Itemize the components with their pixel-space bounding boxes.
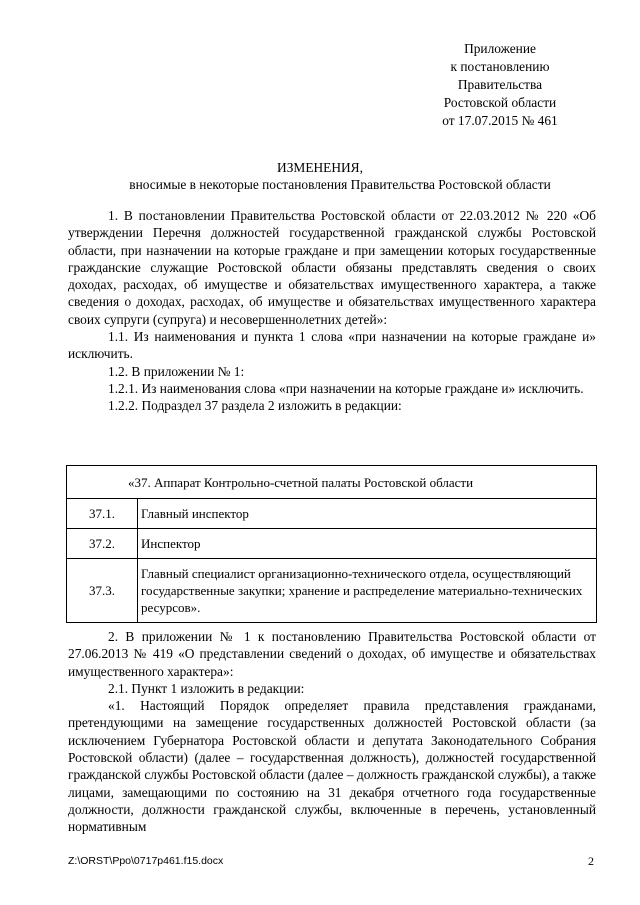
section-2-intro: 2. В приложении № 1 к постановлению Правительства Ростовской области от 27.06.2013 № 419 «О представлении сведений о доходах, об имуществе и обязательствах имущественного характера»:	[68, 629, 596, 679]
table-row	[67, 499, 597, 529]
annex-header	[420, 40, 580, 130]
table-row-text: Главный специалист организационно-технического отдела, осуществляющий государственные закупки; хранение и распределение материально-технических ресурсов».	[138, 559, 597, 623]
document-subtitle: вносимые в некоторые постановления Правительства Ростовской области	[129, 177, 551, 192]
table-row-number: 37.3.	[67, 559, 138, 623]
annex-line: к постановлению	[450, 59, 550, 74]
paragraph-1-2-1: 1.2.1. Из наименования слова «при назначении на которые граждане и» исключить.	[108, 380, 584, 396]
table-row-text: Инспектор	[138, 529, 597, 559]
paragraph-1-2: 1.2. В приложении № 1:	[108, 363, 245, 379]
table-row-number: 37.1.	[67, 499, 138, 529]
table-row	[67, 529, 597, 559]
table-row-number: 37.2.	[67, 529, 138, 559]
section-1	[68, 207, 596, 415]
paragraph-1-1: 1.1. Из наименования и пункта 1 слова «при назначении на которые граждане и» исключить.	[68, 329, 596, 362]
table-row	[67, 559, 597, 623]
page-number: 2	[588, 854, 594, 868]
table-header: «37. Аппарат Контрольно-счетной палаты Ростовской области	[67, 466, 597, 499]
annex-line: Правительства	[457, 77, 543, 92]
positions-table	[66, 465, 597, 623]
section-1-intro: 1. В постановлении Правительства Ростовской области от 22.03.2012 № 220 «Об утверждении Перечня должностей государственной гражданской службы Ростовской области, при назначении на которые граждане и при замещении которых государственные гражданские служащие Ростовской области обязаны представлять сведения о своих доходах, расходах, об имуществе и обязательствах имущественного характера, а также сведения о доходах, расходах, об имуществе и обязательствах имущественного характера своих супруги (супруга) и несовершеннолетних детей»:	[68, 208, 596, 327]
quoted-paragraph: «1. Настоящий Порядок определяет правила представления гражданами, претендующими на замещение государственных должностей Ростовской области (за исключением Губернатора Ростовской области и депутата Законодательного Собрания Ростовской области) (далее – государственная должность), должностей государственной гражданской службы Ростовской области (далее – должность гражданской службы), а также лицами, замещающими по состоянию на 31 декабря отчетного года государственные должности, должности гражданской службы, включенные в перечень, установленный нормативным	[68, 698, 596, 835]
annex-line: Ростовской области	[443, 95, 557, 110]
paragraph-1-2-2: 1.2.2. Подраздел 37 раздела 2 изложить в редакции:	[108, 398, 402, 414]
paragraph-2-1: 2.1. Пункт 1 изложить в редакции:	[108, 680, 305, 696]
annex-line: Приложение	[464, 41, 536, 56]
document-title: ИЗМЕНЕНИЯ,	[277, 160, 363, 175]
section-2	[68, 628, 596, 836]
file-path: Z:\ORST\Ppo\0717p461.f15.docx	[68, 855, 224, 867]
annex-line: от 17.07.2015 № 461	[442, 113, 558, 128]
table-row-text: Главный инспектор	[138, 499, 597, 529]
